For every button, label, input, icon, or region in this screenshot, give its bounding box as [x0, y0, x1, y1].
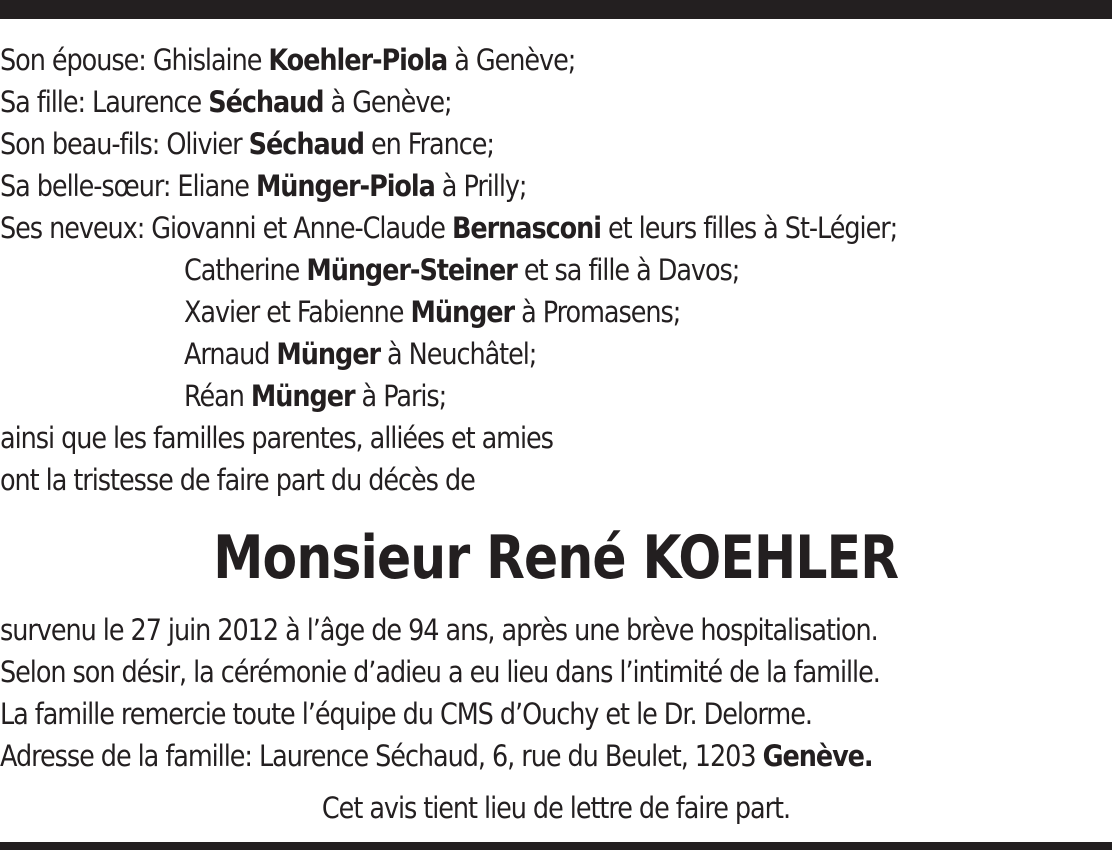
nephew-line: Xavier et Fabienne Münger à Promasens;: [184, 295, 681, 329]
intro-line: ont la tristesse de faire part du décès de: [0, 463, 475, 497]
deceased-name: Monsieur René KOEHLER: [213, 523, 899, 593]
footer-note: Cet avis tient lieu de lettre de faire part.: [321, 791, 791, 825]
nephew-line: Arnaud Münger à Neuchâtel;: [184, 337, 537, 371]
nephew-line: Réan Münger à Paris;: [184, 379, 447, 413]
address-line: Adresse de la famille: Laurence Séchaud, 6, rue du Beulet, 1203 Genève.: [0, 739, 873, 773]
family-line: Son beau-fils: Olivier Séchaud en France;: [0, 127, 494, 161]
family-line: Sa fille: Laurence Séchaud à Genève;: [0, 85, 452, 119]
top-rule: [0, 0, 1112, 19]
detail-line: La famille remercie toute l’équipe du CMS d’Ouchy et le Dr. Delorme.: [0, 697, 812, 731]
detail-line: Selon son désir, la cérémonie d’adieu a eu lieu dans l’intimité de la famille.: [0, 655, 880, 689]
family-line: Ses neveux: Giovanni et Anne-Claude Bernasconi et leurs filles à St-Légier;: [0, 211, 898, 245]
detail-line: survenu le 27 juin 2012 à l’âge de 94 ans, après une brève hospitalisation.: [0, 613, 878, 647]
intro-line: ainsi que les familles parentes, alliées et amies: [0, 421, 553, 455]
family-line: Son épouse: Ghislaine Koehler-Piola à Genève;: [0, 43, 576, 77]
family-line: Sa belle-sœur: Eliane Münger-Piola à Prilly;: [0, 169, 527, 203]
nephew-line: Catherine Münger-Steiner et sa fille à Davos;: [184, 253, 740, 287]
bottom-rule: [0, 842, 1112, 850]
